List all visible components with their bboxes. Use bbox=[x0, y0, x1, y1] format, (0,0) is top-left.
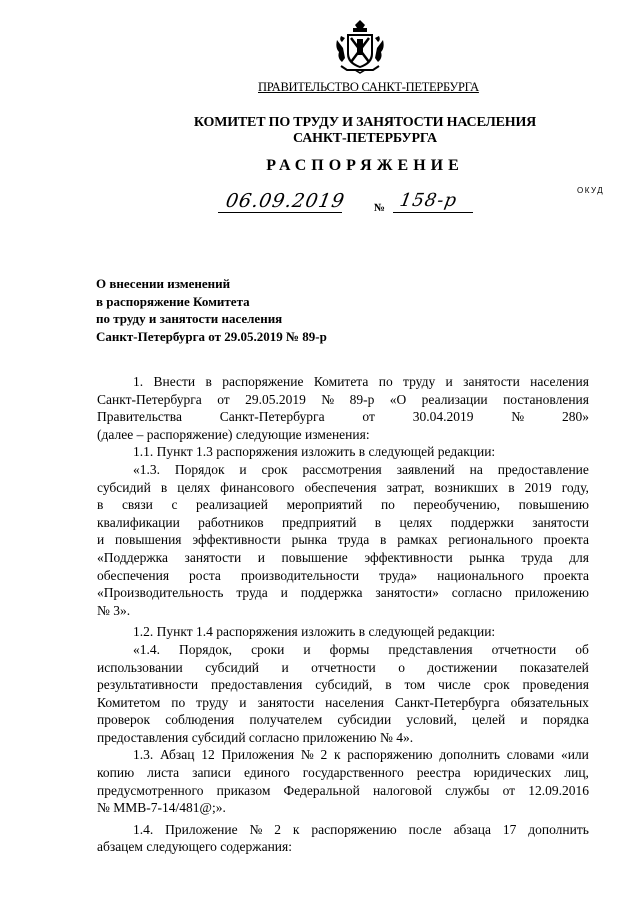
date-underline bbox=[218, 211, 342, 213]
paragraph-1-4-text-line: предоставления субсидий согласно приложению № 4». bbox=[97, 729, 414, 745]
paragraph-1-4-text-line: результативности предоставления субсидий, в том числе срок проведения bbox=[97, 677, 589, 693]
okud-label: ОКУД bbox=[577, 186, 605, 195]
coat-of-arms-icon bbox=[333, 18, 387, 74]
paragraph-1-4-text-line: использовании субсидий и отчетности о достижении показателей bbox=[97, 659, 589, 675]
paragraph-1-line: 1. Внести в распоряжение Комитета по труду и занятости населения bbox=[133, 374, 589, 389]
paragraph-1-3-text-line: «1.3. Порядок и срок рассмотрения заявлений на предоставление bbox=[133, 461, 589, 477]
paragraph-1-4-text-line: «1.4. Порядок, сроки и формы представления отчетности об bbox=[133, 641, 589, 657]
paragraph-1-line: Правительства Санкт-Петербурга от 30.04.2019 № 280» bbox=[97, 409, 589, 425]
paragraph-1-line: (далее – распоряжение) следующие изменения: bbox=[97, 426, 370, 442]
subject-line: по труду и занятости населения bbox=[96, 311, 283, 327]
paragraph-1-3-text-line: субсидий в целях финансового обеспечения затрат, возникших в 2019 году, bbox=[97, 479, 589, 495]
paragraph-1-3-text-line: в связи с реализацией мероприятий по переобучению, повышению bbox=[97, 497, 589, 513]
paragraph-1-3-text-line: квалификации работников предприятий в целях поддержки занятости bbox=[97, 514, 589, 530]
handwritten-number: 158-р bbox=[398, 190, 459, 211]
subject-line: в распоряжение Комитета bbox=[96, 293, 250, 309]
paragraph-1-4-amend-line: абзацем следующего содержания: bbox=[97, 839, 292, 855]
paragraph-1-2-intro: 1.2. Пункт 1.4 распоряжения изложить в следующей редакции: bbox=[133, 624, 496, 640]
document-body bbox=[97, 373, 589, 856]
paragraph-1-4-text-line: проверок соблюдения получателем субсидии условий, целей и порядка bbox=[97, 712, 589, 728]
government-name: ПРАВИТЕЛЬСТВО САНКТ-ПЕТЕРБУРГА bbox=[258, 80, 479, 94]
paragraph-1-1-intro: 1.1. Пункт 1.3 распоряжения изложить в следующей редакции: bbox=[133, 444, 496, 460]
paragraph-1-line: Санкт-Петербурга от 29.05.2019 № 89-р «О реализации постановления bbox=[97, 391, 589, 407]
paragraph-1-3-amend-line: предусмотренного приказом Федеральной налоговой службы от 12.09.2016 bbox=[97, 782, 589, 798]
paragraph-1-3-text-line: «Производительность труда и поддержка занятости» согласно приложению bbox=[97, 585, 589, 601]
paragraph-1-3-text-line: и повышения эффективности рынка труда в рамках регионального проекта bbox=[97, 532, 589, 548]
number-underline bbox=[393, 211, 473, 213]
committee-name bbox=[170, 115, 560, 147]
document-subject bbox=[96, 275, 396, 346]
committee-line-1: КОМИТЕТ ПО ТРУДУ И ЗАНЯТОСТИ НАСЕЛЕНИЯ bbox=[193, 115, 537, 130]
paragraph-1-4-amend-line: 1.4. Приложение № 2 к распоряжению после абзаца 17 дополнить bbox=[133, 821, 589, 837]
paragraph-1-3-text-line: № 3». bbox=[97, 602, 131, 618]
subject-line: Санкт-Петербурга от 29.05.2019 № 89-р bbox=[96, 329, 327, 345]
committee-line-2: САНКТ-ПЕТЕРБУРГА bbox=[293, 131, 437, 146]
paragraph-1-3-amend-line: 1.3. Абзац 12 Приложения № 2 к распоряжению дополнить словами «или bbox=[133, 747, 589, 763]
paragraph-1-3-text-line: обеспечения роста производительности труда» национального проекта bbox=[97, 567, 589, 583]
handwritten-date: 06.09.2019 bbox=[224, 190, 347, 212]
paragraph-1-3-amend-line: № ММВ-7-14/481@;». bbox=[97, 800, 226, 816]
paragraph-1-3-amend-line: копию листа записи единого государственного реестра юридических лиц, bbox=[97, 765, 589, 781]
paragraph-1-4-text-line: Комитетом по труду и занятости населения Санкт-Петербурга обязательных bbox=[97, 694, 589, 710]
number-sign: № bbox=[374, 202, 386, 214]
document-type: РАСПОРЯЖЕНИЕ bbox=[266, 157, 464, 174]
paragraph-1-3-text-line: «Поддержка занятости и повышение эффективности рынка труда для bbox=[97, 549, 589, 565]
subject-line: О внесении изменений bbox=[96, 276, 231, 291]
